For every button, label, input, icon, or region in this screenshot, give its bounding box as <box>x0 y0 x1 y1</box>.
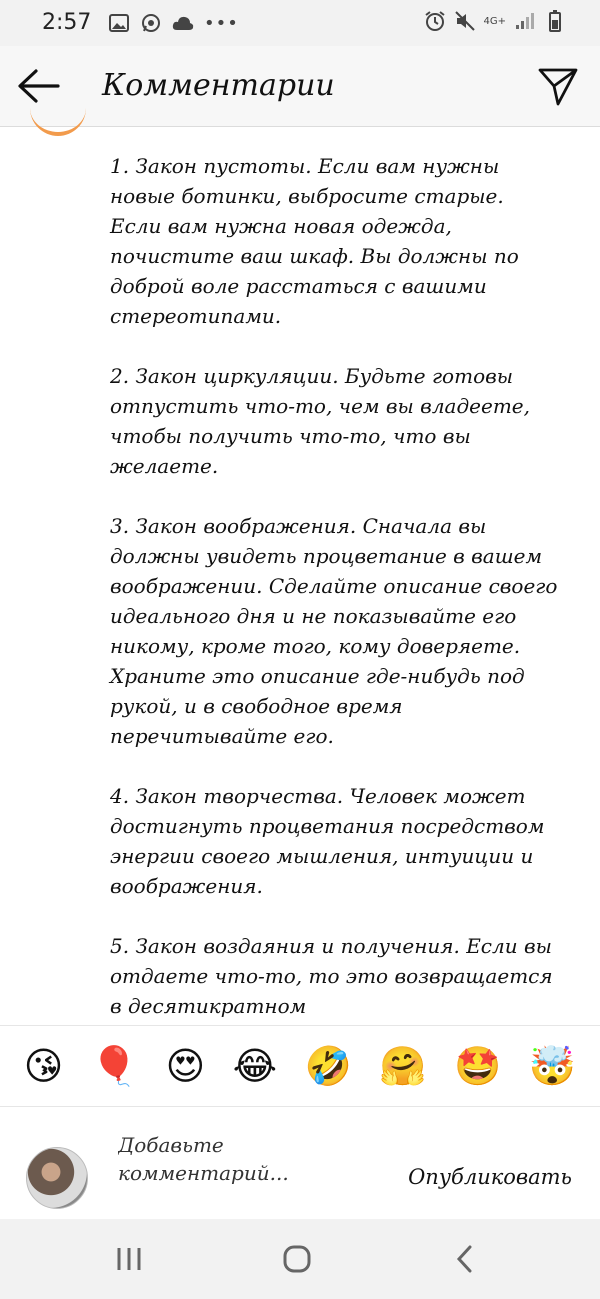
status-notification-icons <box>108 12 239 34</box>
status-time: 2:57 <box>42 10 92 35</box>
cloud-icon <box>172 12 194 34</box>
network-type-label: 4G+ <box>483 15 506 27</box>
heart-eyes-emoji[interactable]: 😍 <box>165 1044 206 1088</box>
comment-input[interactable] <box>118 1131 358 1201</box>
share-button[interactable] <box>536 64 580 108</box>
comment-paragraph: 2. Закон циркуляции. Будьте готовы отпустить что-то, чем вы владеете, чтобы получить что-то, что вы желаете. <box>110 364 530 478</box>
comment-paragraph: 1. Закон пустоты. Если вам нужны новые ботинки, выбросите старые. Если вам нужна новая одежда, почистите ваш шкаф. Вы должны по доброй воле расстаться с вашими стереотипами. <box>110 154 519 328</box>
home-button[interactable] <box>272 1239 322 1279</box>
page-title: Комментарии <box>102 68 335 103</box>
alarm-icon <box>424 10 446 32</box>
hugging-face-emoji[interactable]: 🤗 <box>379 1044 427 1088</box>
comment-scroll-area[interactable] <box>0 127 600 1025</box>
post-button[interactable]: Опубликовать <box>408 1165 572 1189</box>
status-system-icons <box>424 10 567 32</box>
status-bar <box>0 0 600 46</box>
comment-paragraph: 4. Закон творчества. Человек может достигнуть процветания посредством энергии своего мышления, интуиции и воображения. <box>110 784 545 898</box>
mute-icon <box>454 10 476 32</box>
rolling-laughing-emoji[interactable]: 🤣 <box>304 1044 352 1088</box>
whatsapp-icon <box>140 12 162 34</box>
kissing-face-emoji[interactable]: 😘 <box>23 1044 64 1088</box>
signal-icon <box>514 10 536 32</box>
home-icon <box>282 1244 312 1274</box>
battery-icon <box>544 10 566 32</box>
system-back-button[interactable] <box>440 1239 490 1279</box>
avatar <box>26 1147 88 1209</box>
comment-composer <box>0 1107 600 1219</box>
star-struck-emoji[interactable]: 🤩 <box>454 1044 502 1088</box>
more-notifications-icon: ••• <box>204 12 239 34</box>
exploding-head-emoji[interactable]: 🤯 <box>528 1044 577 1088</box>
app-header <box>0 46 600 127</box>
chevron-left-icon <box>453 1244 477 1274</box>
comment-paragraph: 3. Закон воображения. Сначала вы должны увидеть процветание в вашем воображении. Сделайте описание своего идеального дня и не показывайте его никому, кроме того, кому доверяете. Храните это описание где-нибудь под рукой, и в свободное время перечитывайте его. <box>110 514 558 748</box>
comment-body <box>110 151 560 1025</box>
recent-apps-button[interactable] <box>104 1239 154 1279</box>
comment-paragraph: 5. Закон воздаяния и получения. Если вы отдаете что-то, то это возвращается в десятикратном <box>110 934 553 1018</box>
emoji-bar <box>0 1025 600 1107</box>
recent-apps-icon <box>114 1246 144 1272</box>
balloon-emoji[interactable]: 🎈 <box>90 1044 139 1088</box>
image-icon <box>108 12 130 34</box>
send-icon <box>536 64 580 108</box>
tears-of-joy-emoji[interactable]: 😂 <box>232 1044 278 1088</box>
system-nav-bar <box>0 1219 600 1299</box>
